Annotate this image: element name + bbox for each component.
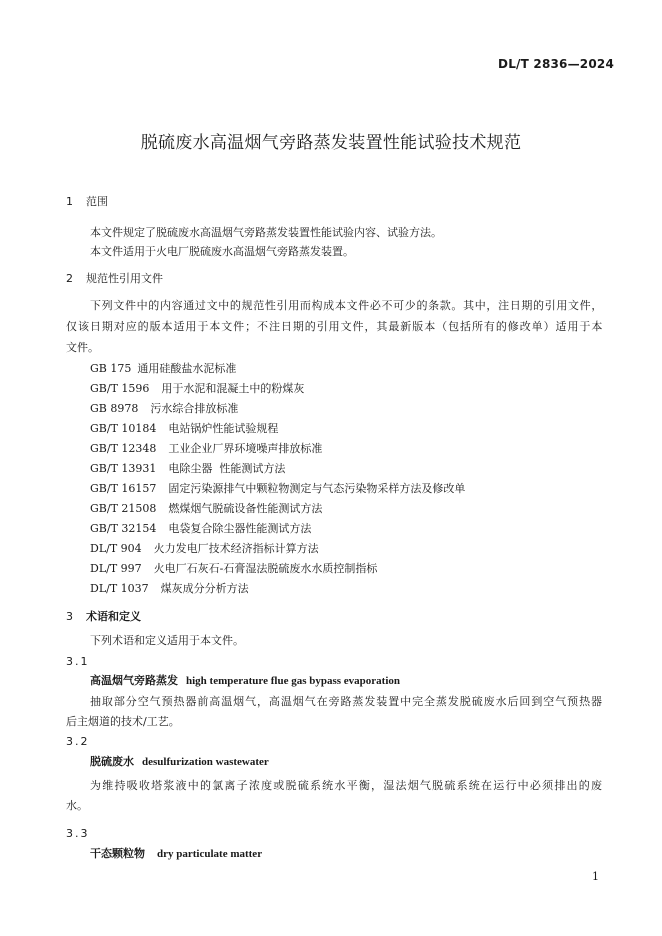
reference-title: 火力发电厂技术经济指标计算方法: [153, 542, 319, 555]
section-2-intro-line-2: 仅该日期对应的版本适用于本文件；不注日期的引用文件，其最新版本（包括所有的修改单）适用于本: [66, 320, 602, 333]
reference-title: 固定污染源排气中颗粒物测定与气态污染物采样方法及修改单: [168, 482, 466, 495]
reference-title: 燃煤烟气脱硫设备性能测试方法: [168, 502, 323, 515]
section-2-intro-line-3: 文件。: [66, 341, 99, 354]
term-number: 3.3: [66, 827, 90, 840]
reference-title: 煤灰成分分析方法: [160, 582, 249, 595]
reference-item: [90, 382, 304, 396]
reference-code: GB/T 32154: [90, 522, 157, 535]
reference-code: GB/T 10184: [90, 422, 157, 435]
reference-code: DL/T 904: [90, 542, 142, 555]
section-2-intro-line-1: 下列文件中的内容通过文中的规范性引用而构成本文件必不可少的条款。其中，注日期的引用文件，: [90, 299, 602, 312]
reference-item: [90, 402, 238, 416]
term-definition-line-2: 后主烟道的技术/工艺。: [66, 715, 180, 728]
term-heading: [90, 847, 262, 861]
section-3-title: 术语和定义: [86, 610, 141, 623]
reference-code: DL/T 997: [90, 562, 142, 575]
reference-title: 电除尘器 性能测试方法: [168, 462, 286, 475]
term-definition-line-1: 抽取部分空气预热器前高温烟气，高温烟气在旁路蒸发装置中完全蒸发脱硫废水后回到空气预热器: [90, 695, 602, 708]
reference-title: 火电厂石灰石-石膏湿法脱硫废水水质控制指标: [153, 562, 378, 575]
term-heading: [90, 755, 269, 769]
reference-item: [90, 422, 278, 436]
term-number: 3.1: [66, 655, 90, 668]
reference-code: DL/T 1037: [90, 582, 149, 595]
page-number: 1: [592, 870, 599, 883]
term-definition-line-1: 为维持吸收塔浆液中的氯离子浓度或脱硫系统水平衡，湿法烟气脱硫系统在运行中必须排出的废: [90, 779, 602, 792]
reference-code: GB/T 1596: [90, 382, 150, 395]
reference-code: GB 175: [90, 362, 132, 375]
reference-code: GB/T 16157: [90, 482, 157, 495]
reference-item: [90, 502, 322, 516]
reference-item: [90, 522, 311, 536]
section-2-title: 规范性引用文件: [86, 272, 163, 285]
term-english-name: high temperature flue gas bypass evaporation: [186, 675, 400, 687]
reference-title: 电袋复合除尘器性能测试方法: [168, 522, 312, 535]
document-title: 脱硫废水高温烟气旁路蒸发装置性能试验技术规范: [140, 133, 522, 153]
term-chinese-name: 干态颗粒物: [90, 847, 145, 860]
term-english-name: dry particulate matter: [157, 848, 263, 860]
term-english-name: desulfurization wastewater: [142, 756, 269, 768]
reference-item: [90, 482, 465, 496]
reference-item: [90, 562, 377, 576]
term-definition-line-2: 水。: [66, 799, 88, 812]
reference-item: [90, 362, 236, 376]
reference-title: 通用硅酸盐水泥标准: [137, 362, 237, 375]
section-1-number: 1: [66, 195, 73, 208]
term-heading: [90, 674, 400, 688]
reference-title: 电站锅炉性能试验规程: [168, 422, 279, 435]
document-code: DL/T 2836—2024: [498, 57, 614, 71]
section-3-intro: 下列术语和定义适用于本文件。: [90, 634, 244, 647]
term-chinese-name: 脱硫废水: [90, 755, 134, 768]
section-2-number: 2: [66, 272, 73, 285]
reference-item: [90, 442, 322, 456]
reference-code: GB 8978: [90, 402, 139, 415]
section-3-number: 3: [66, 610, 73, 623]
reference-title: 工业企业厂界环境噪声排放标准: [168, 442, 323, 455]
section-1-para-1: 本文件规定了脱硫废水高温烟气旁路蒸发装置性能试验内容、试验方法。: [90, 226, 442, 239]
reference-code: GB/T 13931: [90, 462, 157, 475]
term-chinese-name: 高温烟气旁路蒸发: [90, 674, 178, 687]
reference-title: 污水综合排放标准: [150, 402, 239, 415]
reference-title: 用于水泥和混凝土中的粉煤灰: [161, 382, 305, 395]
section-1-para-2: 本文件适用于火电厂脱硫废水高温烟气旁路蒸发装置。: [90, 245, 354, 258]
reference-item: [90, 582, 249, 596]
section-1-title: 范围: [86, 195, 108, 208]
reference-item: [90, 462, 285, 476]
reference-code: GB/T 21508: [90, 502, 157, 515]
reference-item: [90, 542, 319, 556]
reference-code: GB/T 12348: [90, 442, 157, 455]
term-number: 3.2: [66, 735, 90, 748]
